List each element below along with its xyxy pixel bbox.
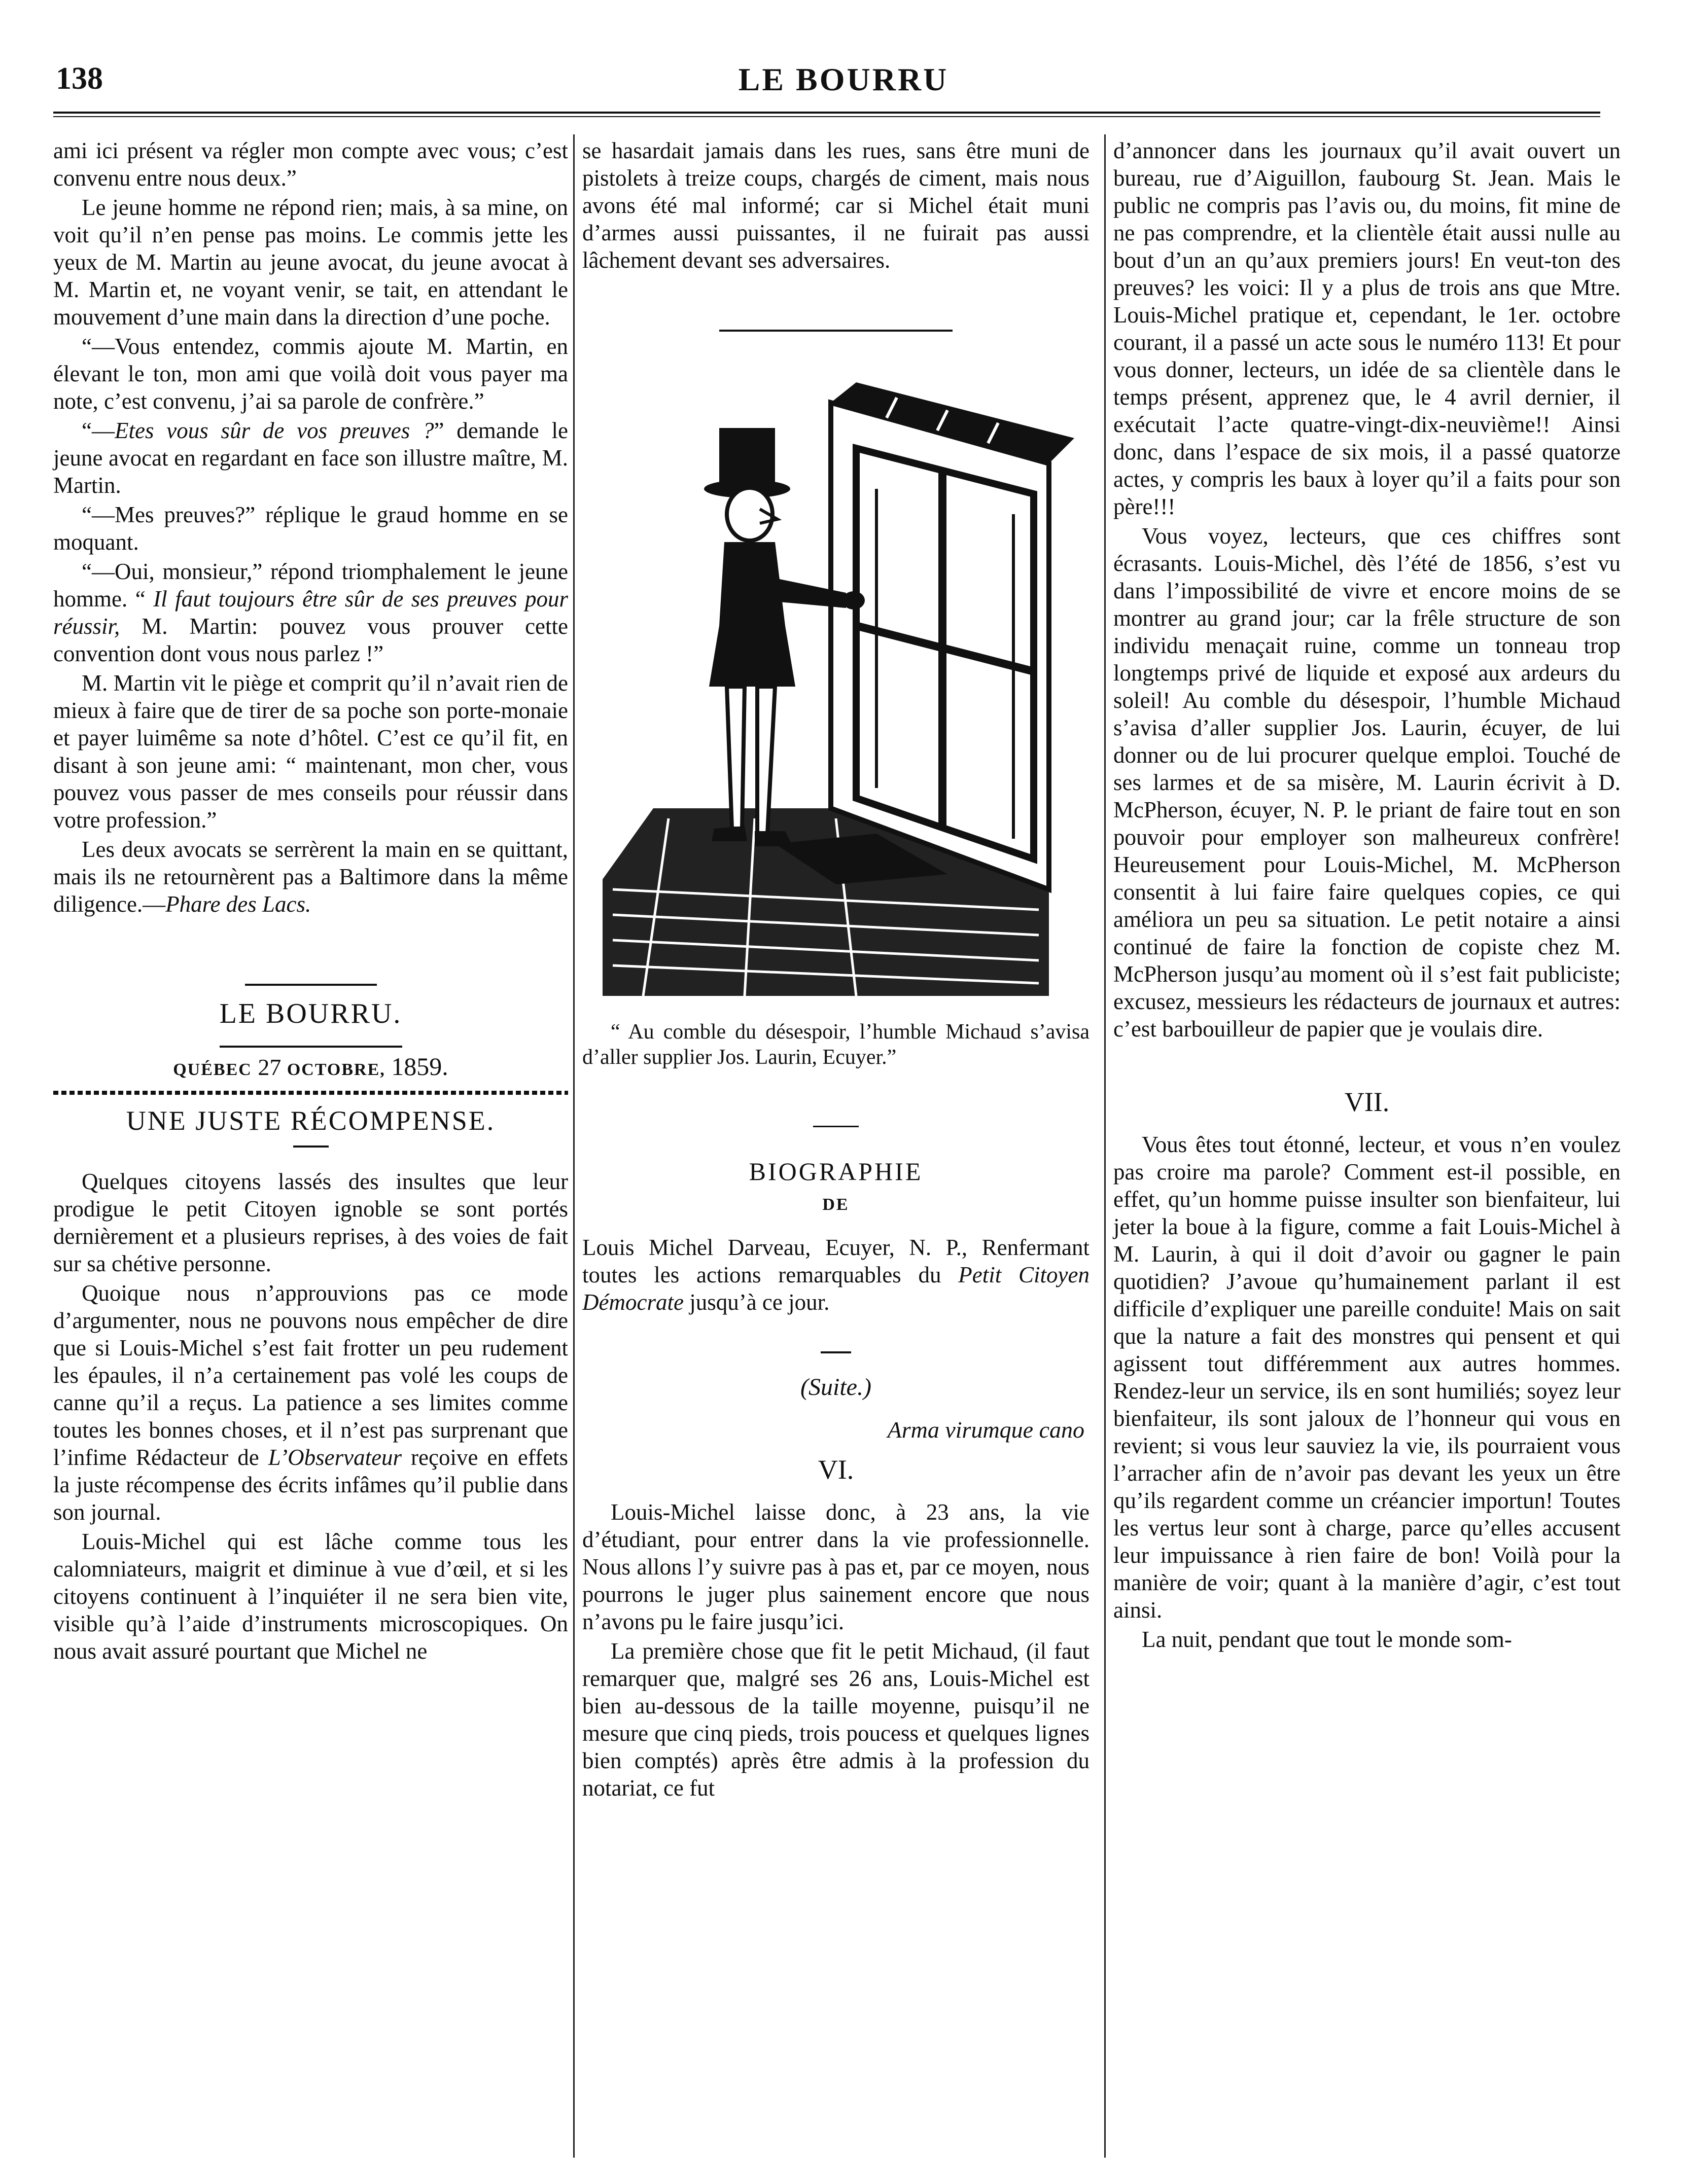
italic-text: Il faut toujours être sûr de ses preuves pour réussir, (53, 586, 568, 639)
suite-label: (Suite.) (800, 1374, 871, 1401)
page-header (0, 0, 1687, 127)
paragraph: M. Martin vit le piège et comprit qu’il n’avait rien de mieux à faire que de tirer de sa poche son porte-monaie et payer luimême sa note d’hôtel. C’est ce qu’il fit, en disant à son jeune ami: “ maintenant, mon cher, vous pouvez vous passer de mes conseils pour réussir dans votre profession.” (53, 670, 568, 833)
paragraph (53, 1279, 568, 1526)
text-run: ” demande le jeune avocat en regardant en face son illustre maître, M. Martin. (53, 418, 569, 498)
paragraph: Louis-Michel laisse donc, à 23 ans, la vie d’étudiant, pour entrer dans la vie professionnelle. Nous allons l’y suivre pas à pas et, par ce moyen, nous pourrons le juger plus sainement encore que nous n’avons pu le faire jusqu’ici. (582, 1499, 1089, 1634)
italic-text: L’Observateur (268, 1445, 402, 1470)
running-title: LE BOURRU (738, 61, 949, 97)
italic-text: Etes vous sûr de vos preuves ? (114, 418, 434, 443)
biography-title: BIOGRAPHIE (749, 1157, 923, 1186)
dateline-rule (53, 1091, 568, 1095)
column-middle (582, 137, 1089, 1804)
column-left (53, 137, 568, 1667)
paragraph: d’annoncer dans les journaux qu’il avait ouvert un bureau, rue d’Aiguillon, faubourg St. Jean. Mais le public ne compris pas l’avis ou, du moins, fit mine de ne pas comprendre, et la clientèle était aussi nulle au bout d’un an qu’aux premiers jours! En veut-ton des preuves? les voici: Il y a plus de trois ans que Mtre. Louis-Michel pratique et, cependant, le 1er. octobre courant, il a passé un acte sous le numéro 113! Et pour vous donner, lecteurs, un idée de sa clientèle dans le temps présent, apprenez que, le 4 avril dernier, il exécutait l’acte quatre-vingt-dix-neuvième!! Ainsi donc, dans l’espace de six mois, il a passé quatorze actes, y compris les baux à loyer qu’il a faits pour son père!!! (1113, 138, 1621, 519)
paragraph (53, 836, 568, 918)
italic-text: Petit Citoyen Démocrate (582, 1262, 1090, 1315)
header-rule (53, 112, 1600, 114)
biography-de: DE (822, 1195, 850, 1214)
text-run: Quoique nous n’approuvions pas ce mode d’argumenter, nous ne pouvons nous empêcher de dire que si Louis-Michel s’est fait frotter un peu rudement les épaules, il n’a certainement pas volé les coups de canne qu’il a reçus. La patience a ses limites comme toutes les bonnes choses, et il n’est pas surprenant que l’infime Rédacteur de (53, 1280, 568, 1470)
text-run: Les deux avocats se serrèrent la main en se quittant, mais ils ne retournèrent pas a Baltimore dans la même diligence.— (53, 837, 568, 917)
section-number: VII. (1344, 1087, 1390, 1117)
dateline-day: 27 (258, 1054, 282, 1080)
text-run: reçoive en effets la juste récompense des écrits infâmes qu’il publie dans son journal. (53, 1445, 569, 1525)
paragraph: “—Vous entendez, commis ajoute M. Martin, en élevant le ton, mon ami que voilà doit vous payer ma note, c’est convenu, j’ai sa parole de confrère.” (53, 334, 568, 414)
paragraph: “—Mes preuves?” réplique le graud homme en se moquant. (53, 502, 568, 555)
text-run: Louis Michel Darveau, Ecuyer, N. P., Renfermant toutes les actions remarquables du (582, 1235, 1089, 1287)
paragraph: Louis-Michel qui est lâche comme tous les calomniateurs, maigrit et diminue à vue d’œil, et si les citoyens continuent à l’inquiéter il ne sera bien vite, visible qu’à l’aide d’instruments microscopiques. On nous avait assuré pourtant que Michel ne (53, 1529, 568, 1664)
text-run: “—Oui, monsieur,” répond triomphalement le jeune homme. “ (53, 559, 568, 612)
paragraph: Le jeune homme ne répond rien; mais, à sa mine, on voit qu’il n’en pense pas moins. Le commis jette les yeux de M. Martin au jeune avocat, du jeune avocat à M. Martin et, ne voyant venir, se tait, en attendant le mouvement d’une main dans la direction d’une poche. (53, 195, 568, 330)
dash-rule (293, 1145, 329, 1148)
page-number: 138 (56, 61, 103, 96)
paragraph: La première chose que fit le petit Michaud, (il faut remarquer que, malgré ses 26 ans, Louis-Michel est bien au-dessous de la taille moyenne, puisqu’il ne mesure que cinq pieds, trois poucess et quelques lignes bien comptés) après être admis à la profession du notariat, ce fut (582, 1638, 1089, 1801)
paper-title: LE BOURRU. (219, 998, 402, 1029)
epigraph: Arma virumque cano (887, 1417, 1084, 1443)
text-run: jusqu’à ce jour. (683, 1290, 830, 1315)
dateline (53, 1053, 568, 1084)
section-rule (245, 984, 377, 986)
header-rule-thin (53, 116, 1600, 117)
section-rule (719, 330, 953, 332)
illustration-caption: “ Au comble du désespoir, l’humble Michaud s’avisa d’aller supplier Jos. Laurin, Ecuyer.” (582, 1020, 1089, 1069)
paragraph: La nuit, pendant que tout le monde som- (1142, 1627, 1512, 1652)
paragraph: Vous voyez, lecteurs, que ces chiffres sont écrasants. Louis-Michel, dès l’été de 1856, s’est vu dans l’impossibilité de vivre et encore moins de se montrer au grand jour; car la frêle structure de son individu menaçait ruine, comme un tonneau trop longtemps privé de liquide et exposé aux ardeurs du soleil! Au comble du désespoir, l’humble Michaud s’avisa d’aller supplier Jos. Laurin, écuyer, de lui donner ou de lui procurer quelque emploi. Touché de ses larmes et de sa misère, M. Laurin écrivit à D. McPherson, écuyer, N. P. le priant de faire tout en son pouvoir pour employer son malheureux confrère! Heureusement pour Louis-Michel, M. McPherson consentit à lui faire faire quelques copies, ce qui améliora un peu sa situation. Le petit notaire a ainsi continué de faire la fonction de copiste chez M. McPherson jusqu’au moment où il s’est fait publiciste; excusez, messieurs les rédacteurs de journaux et autres: c’est barbouilleur de papier que je voulais dire. (1113, 523, 1621, 1042)
woodcut-man-at-door-icon (592, 362, 1079, 1001)
italic-text: Phare des Lacs. (165, 891, 311, 917)
dateline-city: QUÉBEC (173, 1060, 252, 1079)
paragraph: ami ici présent va régler mon compte avec vous; c’est convenu entre nous deux.” (53, 138, 568, 191)
paragraph (53, 417, 568, 499)
section-number: VI. (818, 1454, 854, 1485)
text-run: M. Martin: pouvez vous prouver cette convention dont vous nous parlez !” (53, 614, 568, 666)
paragraph (53, 558, 568, 667)
paragraph: Quelques citoyens lassés des insultes que leur prodigue le petit Citoyen ignoble se sont portés dernièrement et a plusieurs reprises, à des voies de fait sur sa chétive personne. (53, 1169, 568, 1276)
dateline-month: OCTOBRE, (287, 1060, 385, 1079)
title-rule (220, 1046, 402, 1048)
column-divider-2 (1104, 134, 1106, 2158)
text-run: “— (82, 418, 115, 443)
biography-subtitle (582, 1234, 1089, 1316)
dash-rule (821, 1351, 851, 1353)
paragraph: Vous êtes tout étonné, lecteur, et vous n’en voulez pas croire ma parole? Comment est-il possible, en effet, qu’un homme puisse insulter son bienfaiteur, lui jeter la boue à la figure, comme a fait Louis-Michel à M. Laurin, à qui il doit d’avoir ou gagner le pain quotidien? J’avoue qu’humainement parlant il est difficile d’expliquer une pareille conduite! Mais on sait que la nature a fait des monstres qui pensent et qui agissent tout différemment aux autres hommes. Rendez-leur un service, ils en sont humiliés; soyez leur bienfaiteur, ils sont jaloux de l’honneur qui vous en revient; si vous leur sauviez la vie, ils pourraient vous l’arracher afin de n’avoir pas devant les yeux un être qu’ils regardent comme un créancier importun! Toutes les vertus leur sont à charge, parce qu’elles accusent leur impuissance à rien faire de bon! Voilà pour la manière de voir; quant à la manière d’agir, c’est tout ainsi. (1113, 1132, 1621, 1623)
column-divider-1 (573, 134, 575, 2158)
ornament-rule (813, 1126, 859, 1127)
column-right (1113, 137, 1621, 1655)
dateline-year: 1859. (391, 1052, 448, 1081)
article-title: UNE JUSTE RÉCOMPENSE. (126, 1105, 496, 1136)
paragraph: se hasardait jamais dans les rues, sans être muni de pistolets à treize coups, chargés de ciment, mais nous avons été mal informé; car si Michel était muni d’armes aussi puissantes, il ne fuirait pas aussi lâchement devant ses adversaires. (582, 138, 1089, 273)
